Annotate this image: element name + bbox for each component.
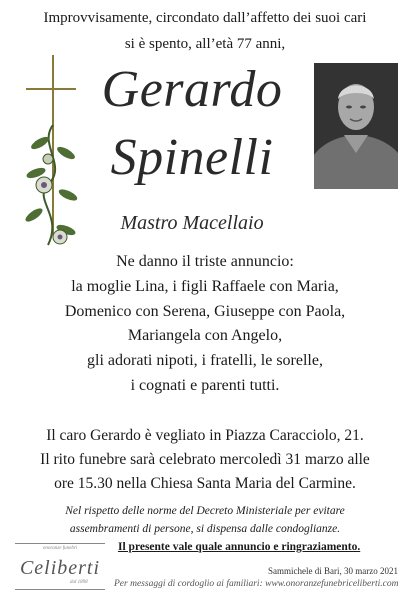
announcement-line: i cognati e parenti tutti. [130,376,280,394]
notice-block [0,502,410,538]
rites-block [0,424,410,496]
portrait-photo [314,63,398,189]
announcement-block [0,250,410,399]
notice-line: assembramenti di persone, si dispensa dalle condoglianze. [69,523,341,535]
place-date: Sammichele di Bari, 30 marzo 2021 [268,566,398,576]
announcement-line: gli adorati nipoti, i fratelli, le sorelle, [87,352,323,370]
logo-top-text: onoranze funebri [42,546,78,551]
rites-line: Il caro Gerardo è vegliato in Piazza Caracciolo, 21. [46,427,364,444]
first-name: Gerardo [101,61,283,118]
rites-line: ore 15.30 nella Chiesa Santa Maria del Carmine. [54,475,356,492]
intro-line-1: Improvvisamente, circondato dall’affetto dei suoi cari [43,10,367,26]
announcement-line: la moglie Lina, i figli Raffaele con Maria, [71,277,339,295]
last-name: Spinelli [110,129,274,186]
logo-since: dal 1898 [70,580,88,585]
footer-message: Per messaggi di cordoglio ai familiari: www.onoranzefunebriceliberti.com [114,579,399,589]
announcement-line: Mariangela con Angelo, [127,327,283,345]
rites-line: Il rito funebre sarà celebrato mercoledì 31 marzo alle [40,451,370,468]
announcement-line: Domenico con Serena, Giuseppe con Paola, [64,302,346,320]
deceased-title: Mastro Macellaio [120,212,264,234]
announcement-line: Ne danno il triste annuncio: [116,253,294,270]
passion-flower-icon [24,125,79,245]
intro-line-2: si è spento, all’età 77 anni, [124,36,286,52]
logo-name: Celiberti [19,557,101,579]
funeral-home-logo [15,543,105,590]
thanks-line: Il presente vale quale annuncio e ringraziamento. [118,541,361,553]
notice-line: Nel rispetto delle norme del Decreto Ministeriale per evitare [65,505,345,517]
